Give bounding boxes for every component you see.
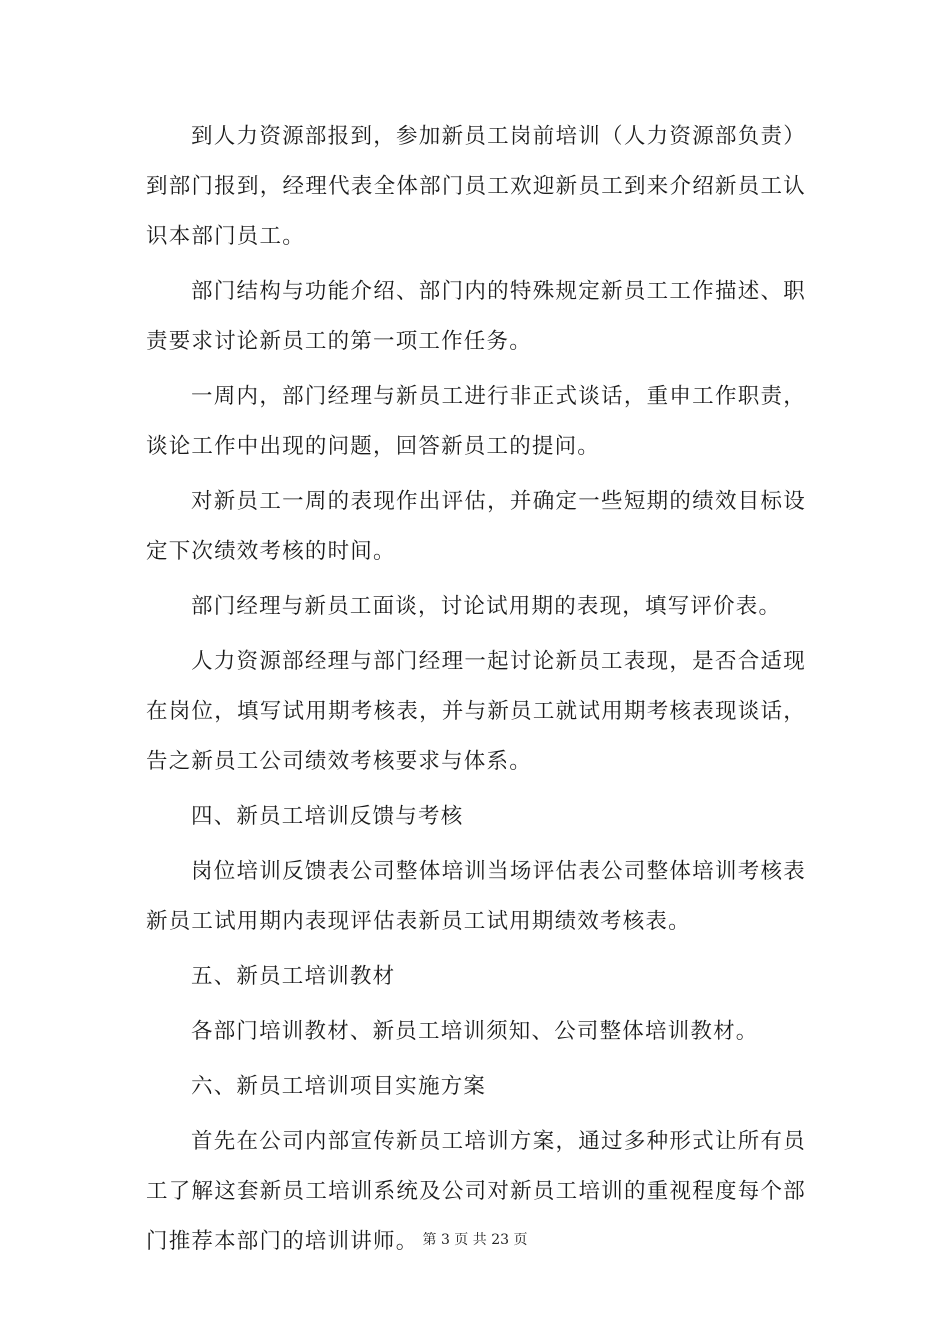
document-body bbox=[146, 112, 806, 1272]
paragraph-report-to-hr: 到人力资源部报到，参加新员工岗前培训（人力资源部负责）到部门报到，经理代表全体部门员工欢迎新员工到来介绍新员工认识本部门员工。 bbox=[146, 124, 806, 249]
section-heading-materials: 五、新员工培训教材 bbox=[191, 964, 396, 989]
paragraph-hr-review: 人力资源部经理与部门经理一起讨论新员工表现，是否合适现在岗位，填写试用期考核表，并与新员工就试用期考核表现谈话，告之新员工公司绩效考核要求与体系。 bbox=[146, 649, 806, 774]
page-number-footer: 第 3 页 共 23 页 bbox=[422, 1232, 528, 1248]
paragraph-materials-list: 各部门培训教材、新员工培训须知、公司整体培训教材。 bbox=[191, 1019, 759, 1044]
section-heading-feedback: 四、新员工培训反馈与考核 bbox=[191, 804, 464, 829]
paragraph-department-intro: 部门结构与功能介绍、部门内的特殊规定新员工工作描述、职责要求讨论新员工的第一项工作任务。 bbox=[146, 279, 806, 354]
paragraph-feedback-forms: 岗位培训反馈表公司整体培训当场评估表公司整体培训考核表新员工试用期内表现评估表新员工试用期绩效考核表。 bbox=[146, 859, 806, 934]
paragraph-first-week-talk: 一周内，部门经理与新员工进行非正式谈话，重申工作职责，谈论工作中出现的问题，回答新员工的提问。 bbox=[146, 384, 806, 459]
paragraph-probation-interview: 部门经理与新员工面谈，讨论试用期的表现，填写评价表。 bbox=[191, 594, 782, 619]
paragraph-implementation: 首先在公司内部宣传新员工培训方案，通过多种形式让所有员工了解这套新员工培训系统及公司对新员工培训的重视程度每个部门推荐本部门的培训讲师。 bbox=[146, 1129, 806, 1254]
paragraph-week-evaluation: 对新员工一周的表现作出评估，并确定一些短期的绩效目标设定下次绩效考核的时间。 bbox=[146, 489, 806, 564]
section-heading-implementation: 六、新员工培训项目实施方案 bbox=[191, 1074, 487, 1099]
